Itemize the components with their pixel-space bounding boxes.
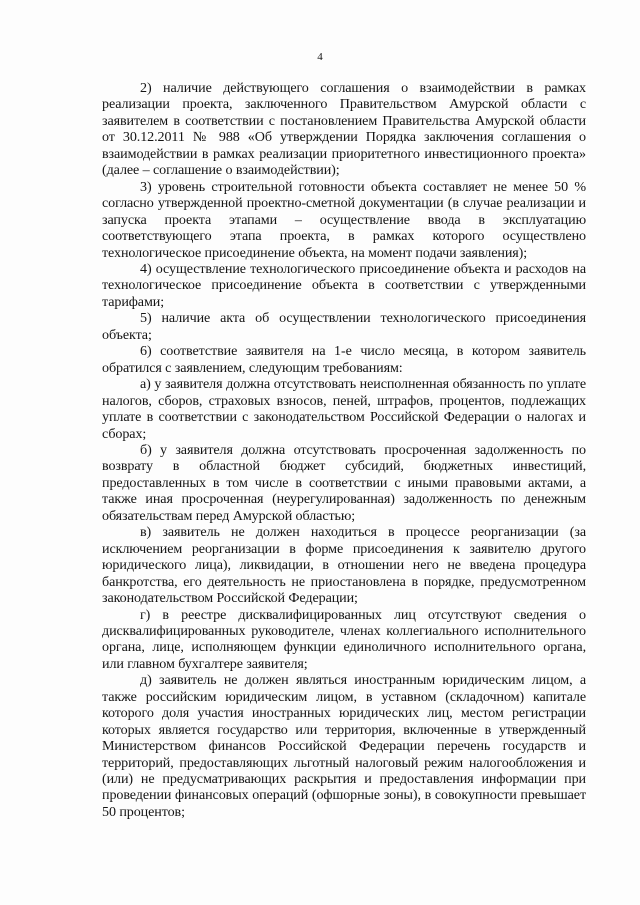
paragraph-item-6: 6) соответствие заявителя на 1-е число месяца, в котором заявитель обратился с заявлением, следующим требованиям: — [102, 343, 586, 376]
page-number: 4 — [317, 51, 323, 63]
document-body — [102, 80, 586, 820]
paragraph-item-4: 4) осуществление технологического присоединение объекта и расходов на технологическое присоединение объекта в соответствии с утвержденными тарифами; — [102, 260, 586, 310]
paragraph-item-5: 5) наличие акта об осуществлении технологического присоединения объекта; — [102, 310, 586, 343]
paragraph-item-2: 2) наличие действующего соглашения о взаимодействии в рамках реализации проекта, заключенного Правительством Амурской области с заявителем в соответствии с постановлением Правительства Амурской области от 30.12.2011 № 988 «Об утверждении Порядка заключения соглашения о взаимодействии в рамках реализации приоритетного инвестиционного проекта» (далее – соглашение о взаимодействии); — [102, 80, 586, 179]
paragraph-subitem-d: д) заявитель не должен являться иностранным юридическим лицом, а также российским юридическим лицом, в уставном (складочном) капитале которого доля участия иностранных юридических лиц, местом регистрации которых является государство или территория, включенные в утвержденный Министерством финансов Российской Федерации перечень государств и территорий, предоставляющих льготный налоговый режим налогообложения и (или) не предусматривающих раскрытия и предоставления информации при проведении финансовых операций (офшорные зоны), в совокупности превышает 50 процентов; — [102, 672, 586, 820]
paragraph-subitem-b: б) у заявителя должна отсутствовать просроченная задолженность по возврату в областной бюджет субсидий, бюджетных инвестиций, предоставленных в том числе в соответствии с иными правовыми актами, а также иная просроченная (неурегулированная) задолженность по денежным обязательствам перед Амурской областью; — [102, 441, 586, 524]
paragraph-subitem-v: в) заявитель не должен находиться в процессе реорганизации (за исключением реорганизации в форме присоединения к заявителю другого юридического лица), ликвидации, в отношении него не введена процедура банкротства, его деятельность не приостановлена в порядке, предусмотренном законодательством Российской Федерации; — [102, 524, 586, 607]
paragraph-subitem-a: а) у заявителя должна отсутствовать неисполненная обязанность по уплате налогов, сборов, страховых взносов, пеней, штрафов, процентов, подлежащих уплате в соответствии с законодательством Российской Федерации о налогах и сборах; — [102, 376, 586, 442]
paragraph-item-3: 3) уровень строительной готовности объекта составляет не менее 50 % согласно утвержденной проектно-сметной документации (в случае реализации и запуска проекта этапами – осуществление ввода в эксплуатацию соответствующего этапа проекта, в рамках которого осуществлено технологическое присоединение объекта, на момент подачи заявления); — [102, 178, 586, 261]
paragraph-subitem-g: г) в реестре дисквалифицированных лиц отсутствуют сведения о дисквалифицированных руководителе, членах коллегиального исполнительного органа, лице, исполняющем функции единоличного исполнительного органа, или главном бухгалтере заявителя; — [102, 606, 586, 672]
